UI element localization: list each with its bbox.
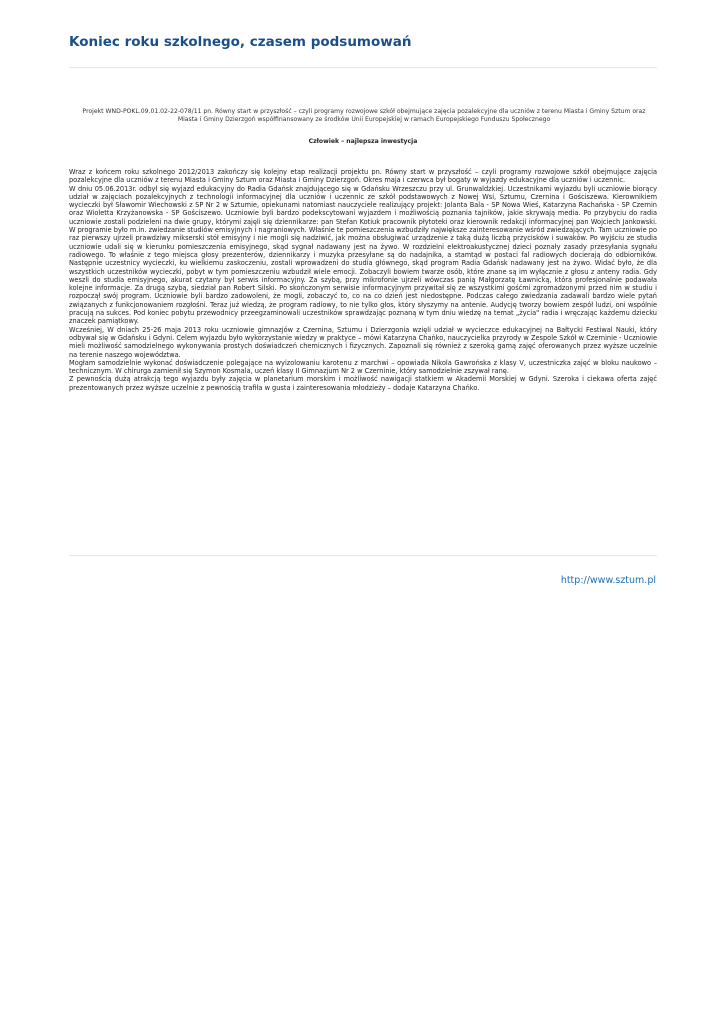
article-paragraph: Z pewnością dużą atrakcją tego wyjazdu były zajęcia w planetarium morskim i możliwość nawigacji statkiem w Akademii Morskiej w Gdyni. Szeroka i ciekawa oferta zajęć prezentowanych przez wyższe uczelnie z pewnością trafiła w gusta i zainteresowania młodzieży – dodaje Katarzyna Chańko. [69, 375, 657, 392]
article-body [69, 168, 657, 392]
article-paragraph: Mogłam samodzielnie wykonać doświadczenie polegające na wyizolowaniu karotenu z marchwi – opowiada Nikola Gawrońska z klasy V, uczestniczka zajęć w bloku naukowo – technicznym. W chirurga zamienił się Szymon Kosmala, uczeń klasy II Gimnazjum Nr 2 w Czerninie, który samodzielnie zszywał ranę. [69, 358, 657, 376]
footer-link[interactable]: http://www.sztum.pl [560, 575, 656, 586]
page-title: Koniec roku szkolnego, czasem podsumowań [69, 34, 412, 50]
article-paragraph: Wraz z końcem roku szkolnego 2012/2013 zakończy się kolejny etap realizacji projektu pn. Równy start w przyszłość – czyli programy rozwojowe szkół obejmujące zajęcia pozalekcyjne dla uczniów z terenu Miasta i Gminy Sztum oraz Miasta i Gminy Dzierzgoń. Okres maja i czerwca był bogaty w wyjazdy edukacyjne dla uczniów i uczennic. [69, 168, 657, 185]
top-divider [69, 67, 657, 68]
bottom-divider [69, 555, 657, 556]
slogan: Człowiek – najlepsza inwestycja [308, 138, 418, 145]
article-paragraph: W dniu 05.06.2013r. odbył się wyjazd edukacyjny do Radia Gdańsk znajdującego się w Gdańsku Wrzeszczu przy ul. Grunwaldzkiej. Uczestnikami wyjazdu byli uczniowie biorący udział w zajęciach pozalekcyjnych z technologii informacyjnej dla uczniów i uczennic ze szkół podstawowych z Nowej Wsi, Sztumu, Czernina i Gościszewa. Kierownikiem wycieczki był Sławomir Wiechowski z SP Nr 2 w Sztumie, opiekunami natomiast nauczyciele realizujący projekt: Jolanta Bala - SP Nowa Wieś, Katarzyna Rachańska - SP Czernin oraz Wioletta Krzyżanowska - SP Gościszewo. Uczniowie byli bardzo podekscytowani wyjazdem i możliwością poznania tajników, jakie skrywają media. Po przybyciu do radia uczniowie zostali podzieleni na dwie grupy, którymi zajęli się dziennikarze: pan Stefan Kotiuk pracownik płytoteki oraz kierownik redakcji informacyjnej pan Wojciech Jankowski. W programie było m.in. zwiedzanie studiów emisyjnych i nagraniowych. Właśnie te pomieszczenia wzbudziły największe zainteresowanie wśród zwiedzających. Tam uczniowie po raz pierwszy ujrzeli prawdziwy mikserski stół emisyjny i nie mogli się nadziwić, jak można obsługiwać urządzenie z taką dużą liczbą przycisków i suwaków. Po wyjściu ze studia uczniowie udali się w kierunku pomieszczenia emisyjnego, skąd sygnał nadawany jest na żywo. W rozdzielni elektroakustycznej dzieci poznały zasady przesyłania sygnału radiowego. To właśnie z tego miejsca głosy prezenterów, dziennikarzy i muzyka przesyłane są do nadajnika, a stamtąd w postaci fal radiowych docierają do odbiorników. Następnie uczestnicy wycieczki, ku wielkiemu zaskoczeniu, zostali wprowadzeni do studia głównego, skąd program Radia Gdańsk nadawany jest na żywo. Widać było, że dla wszystkich uczestników wycieczki, pobyt w tym pomieszczeniu wzbudził wiele emocji. Zobaczyli bowiem twarze osób, które znane są im wyłącznie z głosu z anteny radia. Gdy weszli do studia emisyjnego, akurat czytany był serwis informacyjny. Za szybą, przy mikrofonie ujrzeli wówczas panią Małgorzatę Ławnicką, która profesjonalnie podawała kolejne informacje. Za drugą szybą, siedział pan Robert Silski. Po skończonym serwisie informacyjnym przywitał się ze wszystkimi gośćmi zgromadzonymi przed nim w studiu i rozpoczął swój program. Uczniowie byli bardzo zadowoleni, że mogli, zobaczyć to, co na co dzień jest niedostępne. Podczas całego zwiedzania zadawali bardzo wiele pytań związanych z funkcjonowaniem rozgłośni. Teraz już wiedzą, że program radiowy, to nie tylko głos, który słyszymy na antenie. Audycję tworzy bowiem zespół ludzi, oni wspólnie pracują na sukces. Pod koniec pobytu przewodnicy przeegzaminowali uczestników sprawdzając poznaną w tym dniu wiedzę na temat „życia" radia i wręczając każdemu dziecku znaczek pamiątkowy. [69, 184, 657, 326]
article-paragraph: Wcześniej, W dniach 25-26 maja 2013 roku uczniowie gimnazjów z Czernina, Sztumu i Dzierzgonia wzięli udział w wycieczce edukacyjnej na Bałtycki Festiwal Nauki, który odbywał się w Gdańsku i Gdyni. Celem wyjazdu było wykorzystanie wiedzy w praktyce – mówi Katarzyna Chańko, nauczycielka przyrody w Zespole Szkół w Czerninie - Uczniowie mieli możliwość samodzielnego wykonywania prostych doświadczeń chemicznych i fizycznych. Zapoznali się również z szeroką gamą zajęć oferowanych przez wyższe uczelnie na terenie naszego województwa. [69, 325, 657, 359]
project-note: Projekt WND-POKL.09.01.02-22-078/11 pn. Równy start w przyszłość – czyli programy rozwojowe szkół obejmujące zajęcia pozalekcyjne dla uczniów z terenu Miasta i Gminy Sztum oraz Miasta i Gminy Dzierzgoń współfinansowany ze środków Unii Europejskiej w ramach Europejskiego Funduszu Społecznego [82, 108, 646, 124]
